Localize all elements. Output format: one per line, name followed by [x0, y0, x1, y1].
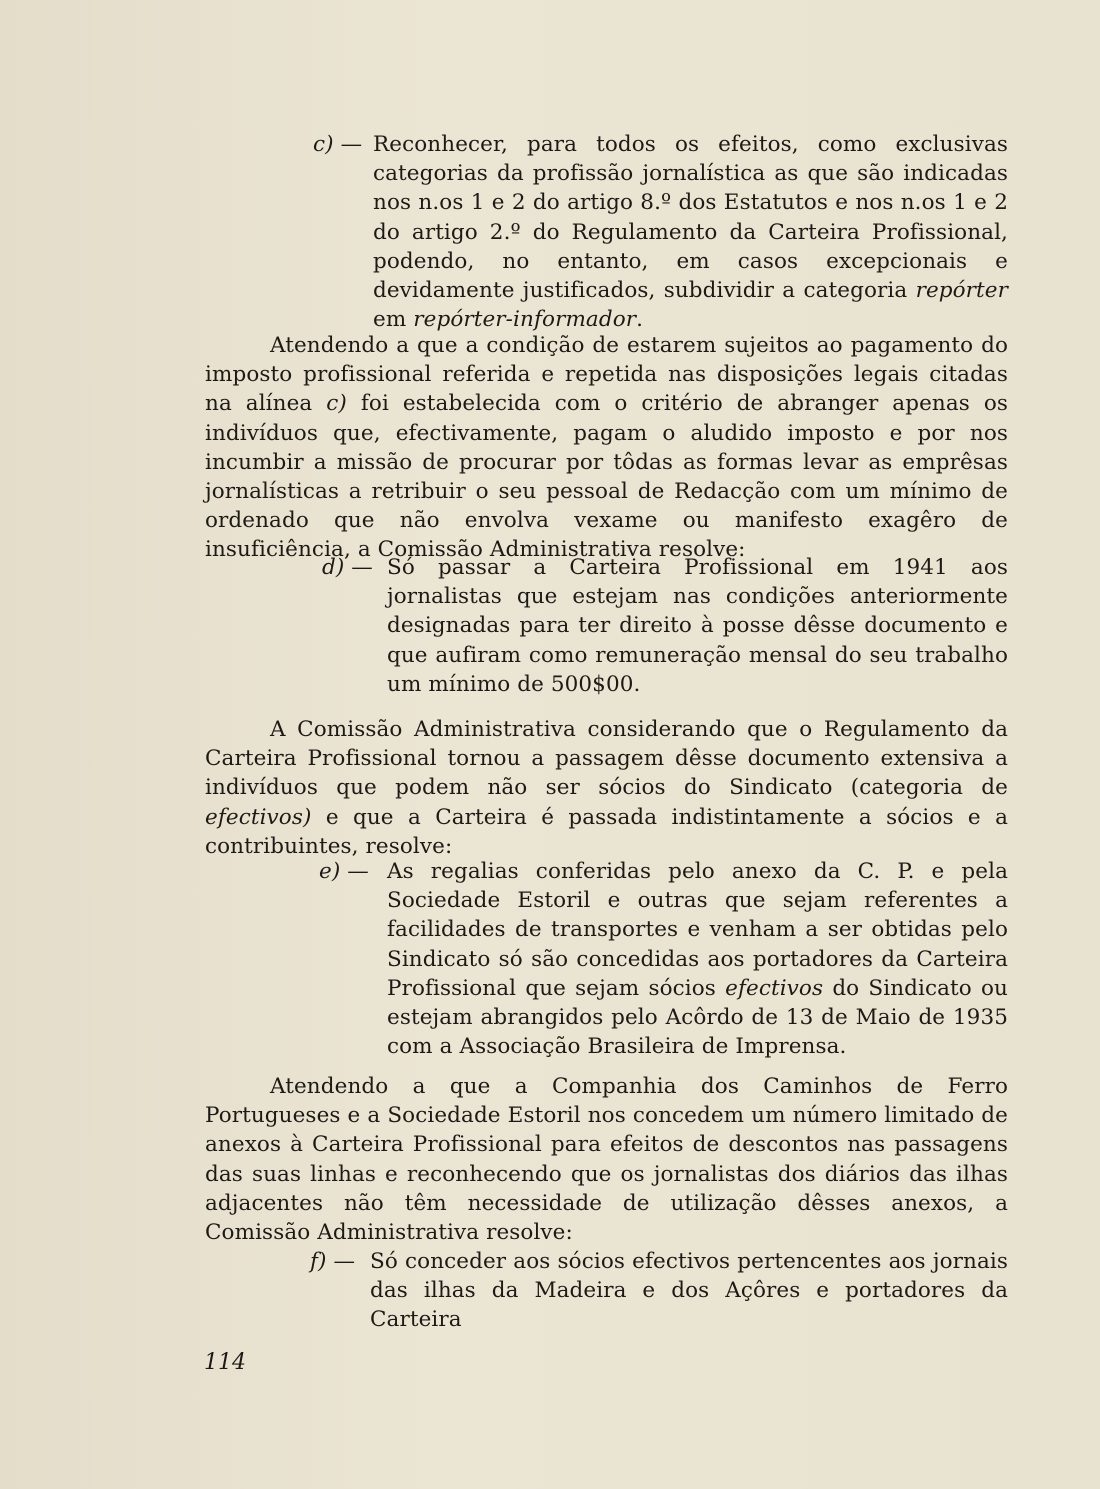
item-d-label: d) —	[322, 555, 373, 580]
item-f	[310, 1247, 1008, 1333]
italic-reporter: repórter	[915, 278, 1008, 304]
item-d-text: Só passar a Carteira Profissional em 1941 aos jornalistas que estejam nas condições anteriormente designadas para ter direito à posse dêsse documento e que aufiram como remuneração mensal do seu trabalho um mínimo de 500$00.	[387, 555, 1008, 697]
item-e-text: As regalias conferidas pelo anexo da C. P. e pela Sociedade Estoril e outras que sejam referentes a facilidades de transportes e venham a ser obtidas pelo Sindicato só são concedidas aos portadores da Carteira Profissional que sejam sócios efectivos do Sindicato ou estejam abrangidos pelo Acôrdo de 13 de Maio de 1935 com a Associação Brasileira de Imprensa.	[387, 859, 1009, 1060]
item-c-label: c) —	[313, 132, 363, 157]
paragraph-1: Atendendo a que a condição de estarem sujeitos ao pagamento do imposto profissional referida e repetida nas disposições legais citadas na alínea c) foi estabelecida com o critério de abranger apenas os indivíduos que, efectivamente, pagam o aludido imposto e por nos incumbir a missão de procurar por tôdas as formas levar as emprêsas jornalísticas a retribuir o seu pessoal de Redacção com um mínimo de ordenado que não envolva vexame ou manifesto exagêro de insuficiência, a Comissão Administrativa resolve:	[205, 333, 1009, 563]
item-e-label: e) —	[319, 859, 369, 884]
item-c-text: Reconhecer, para todos os efeitos, como exclusivas categorias da profissão jornalística as que são indicadas nos n.os 1 e 2 do artigo 8.º dos Estatutos e nos n.os 1 e 2 do artigo 2.º do Regulamento da Carteira Profissional, podendo, no entanto, em casos excepcionais e devidamente justificados, subdividir a categoria repórter em repórter-informador.	[373, 132, 1008, 333]
paragraph-2: A Comissão Administrativa considerando que o Regulamento da Carteira Profissional tornou a passagem dêsse documento extensiva a indivíduos que podem não ser sócios do Sindicato (categoria de efectivos) e que a Carteira é passada indistintamente a sócios e a contribuintes, resolve:	[205, 717, 1009, 859]
page-number: 114	[204, 1350, 246, 1375]
item-e	[319, 857, 1008, 1067]
item-c	[313, 130, 1008, 333]
item-d	[322, 553, 1008, 703]
paragraph-3: Atendendo a que a Companhia dos Caminhos de Ferro Portugueses e a Sociedade Estoril nos concedem um número limitado de anexos à Carteira Profissional para efeitos de descontos nas passagens das suas linhas e reconhecendo que os jornalistas dos diários das ilhas adjacentes não têm necessidade de utilização dêsses anexos, a Comissão Administrativa resolve:	[205, 1074, 1008, 1246]
item-f-text: Só conceder aos sócios efectivos pertencentes aos jornais das ilhas da Madeira e dos Açôres e portadores da Carteira	[370, 1249, 1008, 1333]
italic-reporter-informador: repórter-informador	[413, 307, 637, 333]
item-f-label: f) —	[310, 1249, 356, 1274]
